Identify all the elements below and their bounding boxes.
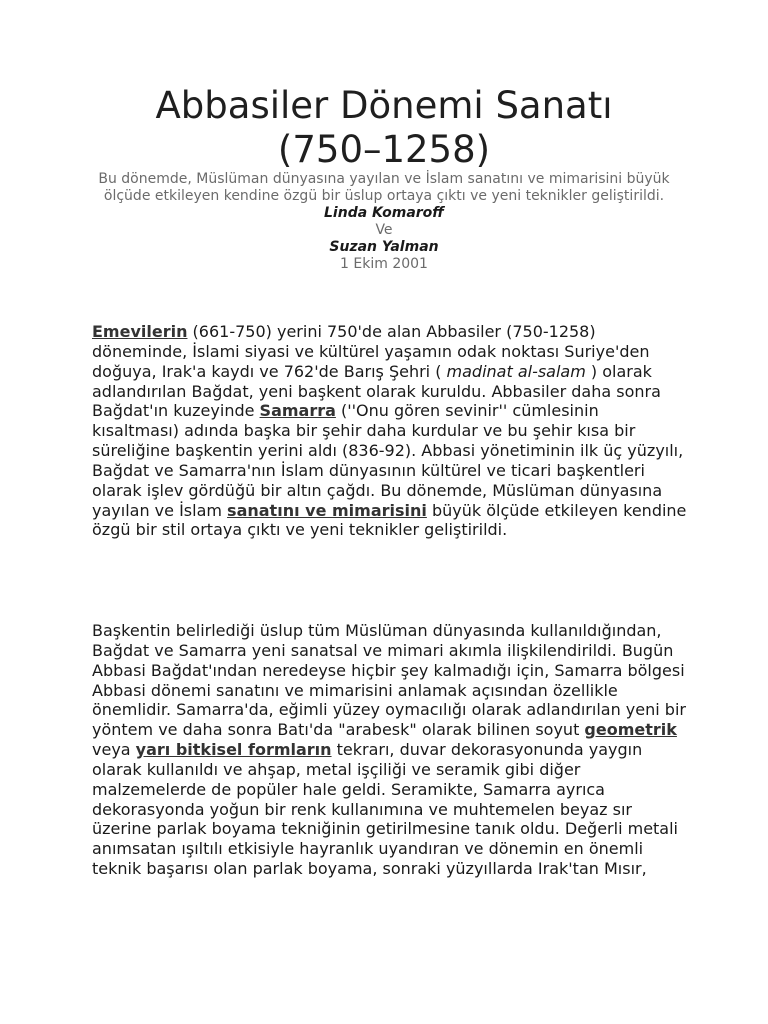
author-linda-komaroff: Linda Komaroff (324, 205, 444, 221)
paragraph-2 (92, 621, 688, 879)
page-title (60, 84, 708, 172)
publication-date: 1 Ekim 2001 (340, 256, 428, 272)
author-suzan-yalman: Suzan Yalman (329, 239, 439, 255)
author-conjunction: Ve (375, 222, 393, 238)
paragraph-1-text-c: (''Onu gören sevinir'' cümlesinin kısaltması) adında başka bir şehir daha kurdular ve bu şehir kısa bir süreliğine başkentin yerini aldı (836-92). Abbasi yönetiminin ilk üç yüzyılı, Bağdat ve Samarra'nın İslam dünyasının kültürel ve ticari başkentleri olarak işlev gördüğü bir altın çağdı. Bu dönemde, Müslüman dünyasına yayılan ve İslam (92, 401, 684, 520)
paragraph-2-text-a: Başkentin belirlediği üslup tüm Müslüman dünyasında kullanıldığından, Bağdat ve Samarra yeni sanatsal ve mimari akımla ilişkilendirildi. Bugün Abbasi Bağdat'ından neredeyse hiçbir şey kalmadığı için, Samarra bölgesi Abbasi dönemi sanatını ve mimarisini anlamak açısından özellikle önemlidir. Samarra'da, eğimli yüzey oymacılığı olarak adlandırılan yeni bir yöntem ve daha sonra Batı'da "arabesk" olarak bilinen soyut (92, 621, 686, 740)
paragraph-2-text-c: tekrarı, duvar dekorasyonunda yaygın olarak kullanıldı ve ahşap, metal işçiliği ve seramik gibi diğer malzemelerde de popüler hale geldi. Seramikte, Samarra ayrıca dekorasyonda yoğun bir renk kullanımına ve muhtemelen beyaz sır üzerine parlak boyama tekniğinin getirilmesine tanık oldu. Değerli metali anımsatan ışıltılı etkisiyle hayranlık uyandıran ve dönemin en önemli teknik başarısı olan parlak boyama, sonraki yüzyıllarda Irak'tan Mısır, (92, 740, 678, 879)
paragraph-1 (92, 322, 688, 540)
article-header (80, 171, 688, 273)
paragraph-1-text-a: (661-750) yerini 750'de alan Abbasiler (750-1258) döneminde, İslami siyasi ve kültürel yaşamın odak noktası Suriye'den doğuya, Irak'a kaydı ve 762'de Barış Şehri ( (92, 322, 650, 381)
paragraph-1-text-b: ) olarak adlandırılan Bağdat, yeni başkent olarak kuruldu. Abbasiler daha sonra Bağdat'ın kuzeyinde (92, 361, 661, 421)
link-geometrik[interactable]: geometrik (584, 720, 677, 740)
link-samarra[interactable]: Samarra (259, 401, 336, 421)
paragraph-2-text-b: veya (92, 740, 136, 760)
title-line-1: Abbasiler Dönemi Sanatı (155, 84, 613, 127)
title-line-2: (750–1258) (277, 128, 491, 171)
madinat-al-salam-term: madinat al-salam (446, 361, 586, 381)
paragraph-1-text-d: büyük ölçüde etkileyen kendine özgü bir stil ortaya çıktı ve yeni teknikler geliştirildi. (92, 500, 687, 540)
link-sanatini-ve-mimarisini[interactable]: sanatını ve mimarisini (227, 500, 427, 520)
subtitle: Bu dönemde, Müslüman dünyasına yayılan ve İslam sanatını ve mimarisini büyük ölçüde etkileyen kendine özgü bir üslup ortaya çıktı ve yeni teknikler geliştirildi. (98, 171, 670, 204)
link-emevilerin[interactable]: Emevilerin (92, 322, 188, 341)
link-yari-bitkisel-formlarin[interactable]: yarı bitkisel formların (135, 740, 332, 760)
